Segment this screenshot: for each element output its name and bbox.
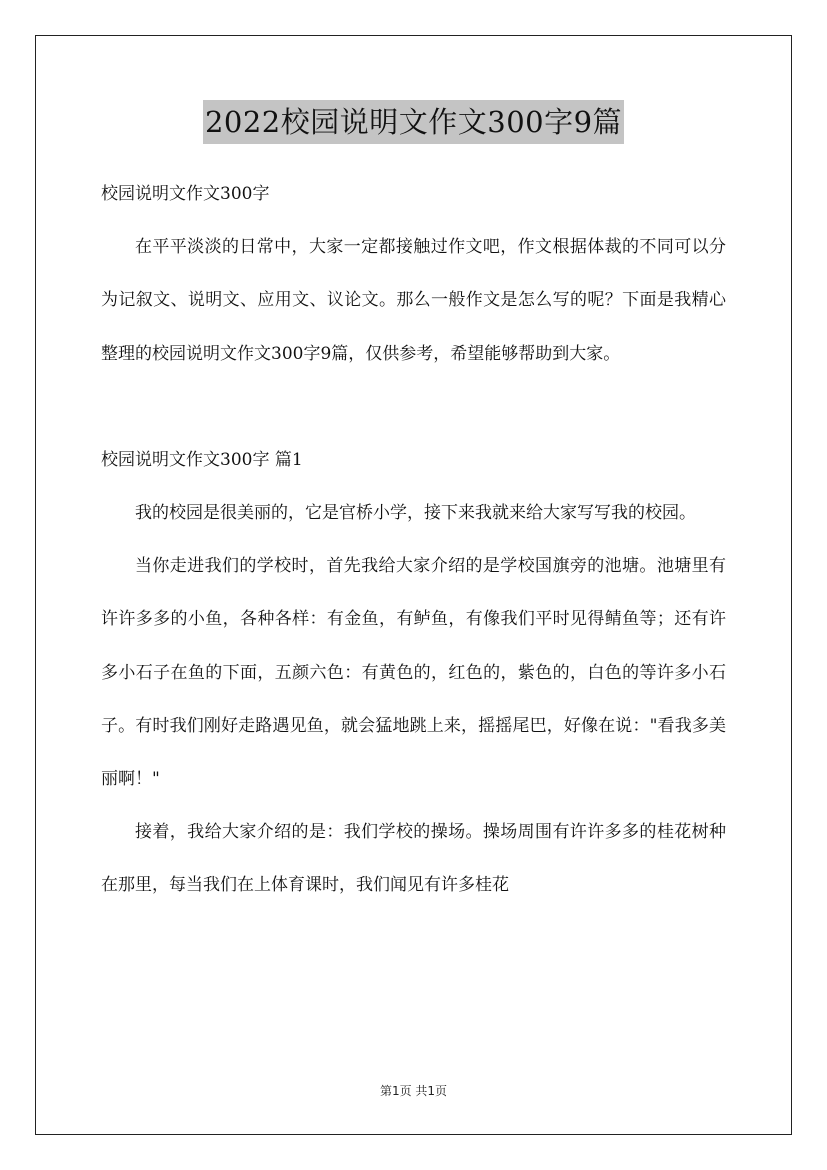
document-title: 2022校园说明文作文300字9篇 — [203, 100, 624, 144]
intro-heading: 校园说明文作文300字 — [101, 184, 270, 204]
intro-paragraph: 在平平淡淡的日常中，大家一定都接触过作文吧，作文根据体裁的不同可以分为记叙文、说明文、应用文、议论文。那么一般作文是怎么写的呢？下面是我精心整理的校园说明文作文300字9篇，仅供参考，希望能够帮助到大家。 — [101, 237, 726, 364]
body-paragraph-1: 我的校园是很美丽的，它是官桥小学，接下来我就来给大家写写我的校园。 — [135, 503, 696, 524]
section-spacer — [101, 381, 726, 434]
body-paragraph-3: 接着，我给大家介绍的是：我们学校的操场。操场周围有许许多多的桂花树种在那里，每当我们在上体育课时，我们闻见有许多桂花 — [101, 822, 726, 896]
section-heading: 校园说明文作文300字 篇1 — [101, 449, 303, 470]
page-footer: 第1页 共1页 — [379, 1084, 448, 1098]
title-container — [0, 100, 827, 144]
body-paragraph-2: 当你走进我们的学校时，首先我给大家介绍的是学校国旗旁的池塘。池塘里有许许多多的小鱼，各种各样：有金鱼，有鲈鱼，有像我们平时见得鲭鱼等；还有许多小石子在鱼的下面，五颜六色：有黄色的，红色的，紫色的，白色的等许多小石子。有时我们刚好走路遇见鱼，就会猛地跳上来，摇摇尾巴，好像在说："看我多美丽啊！" — [101, 556, 726, 790]
document-body — [101, 168, 726, 913]
